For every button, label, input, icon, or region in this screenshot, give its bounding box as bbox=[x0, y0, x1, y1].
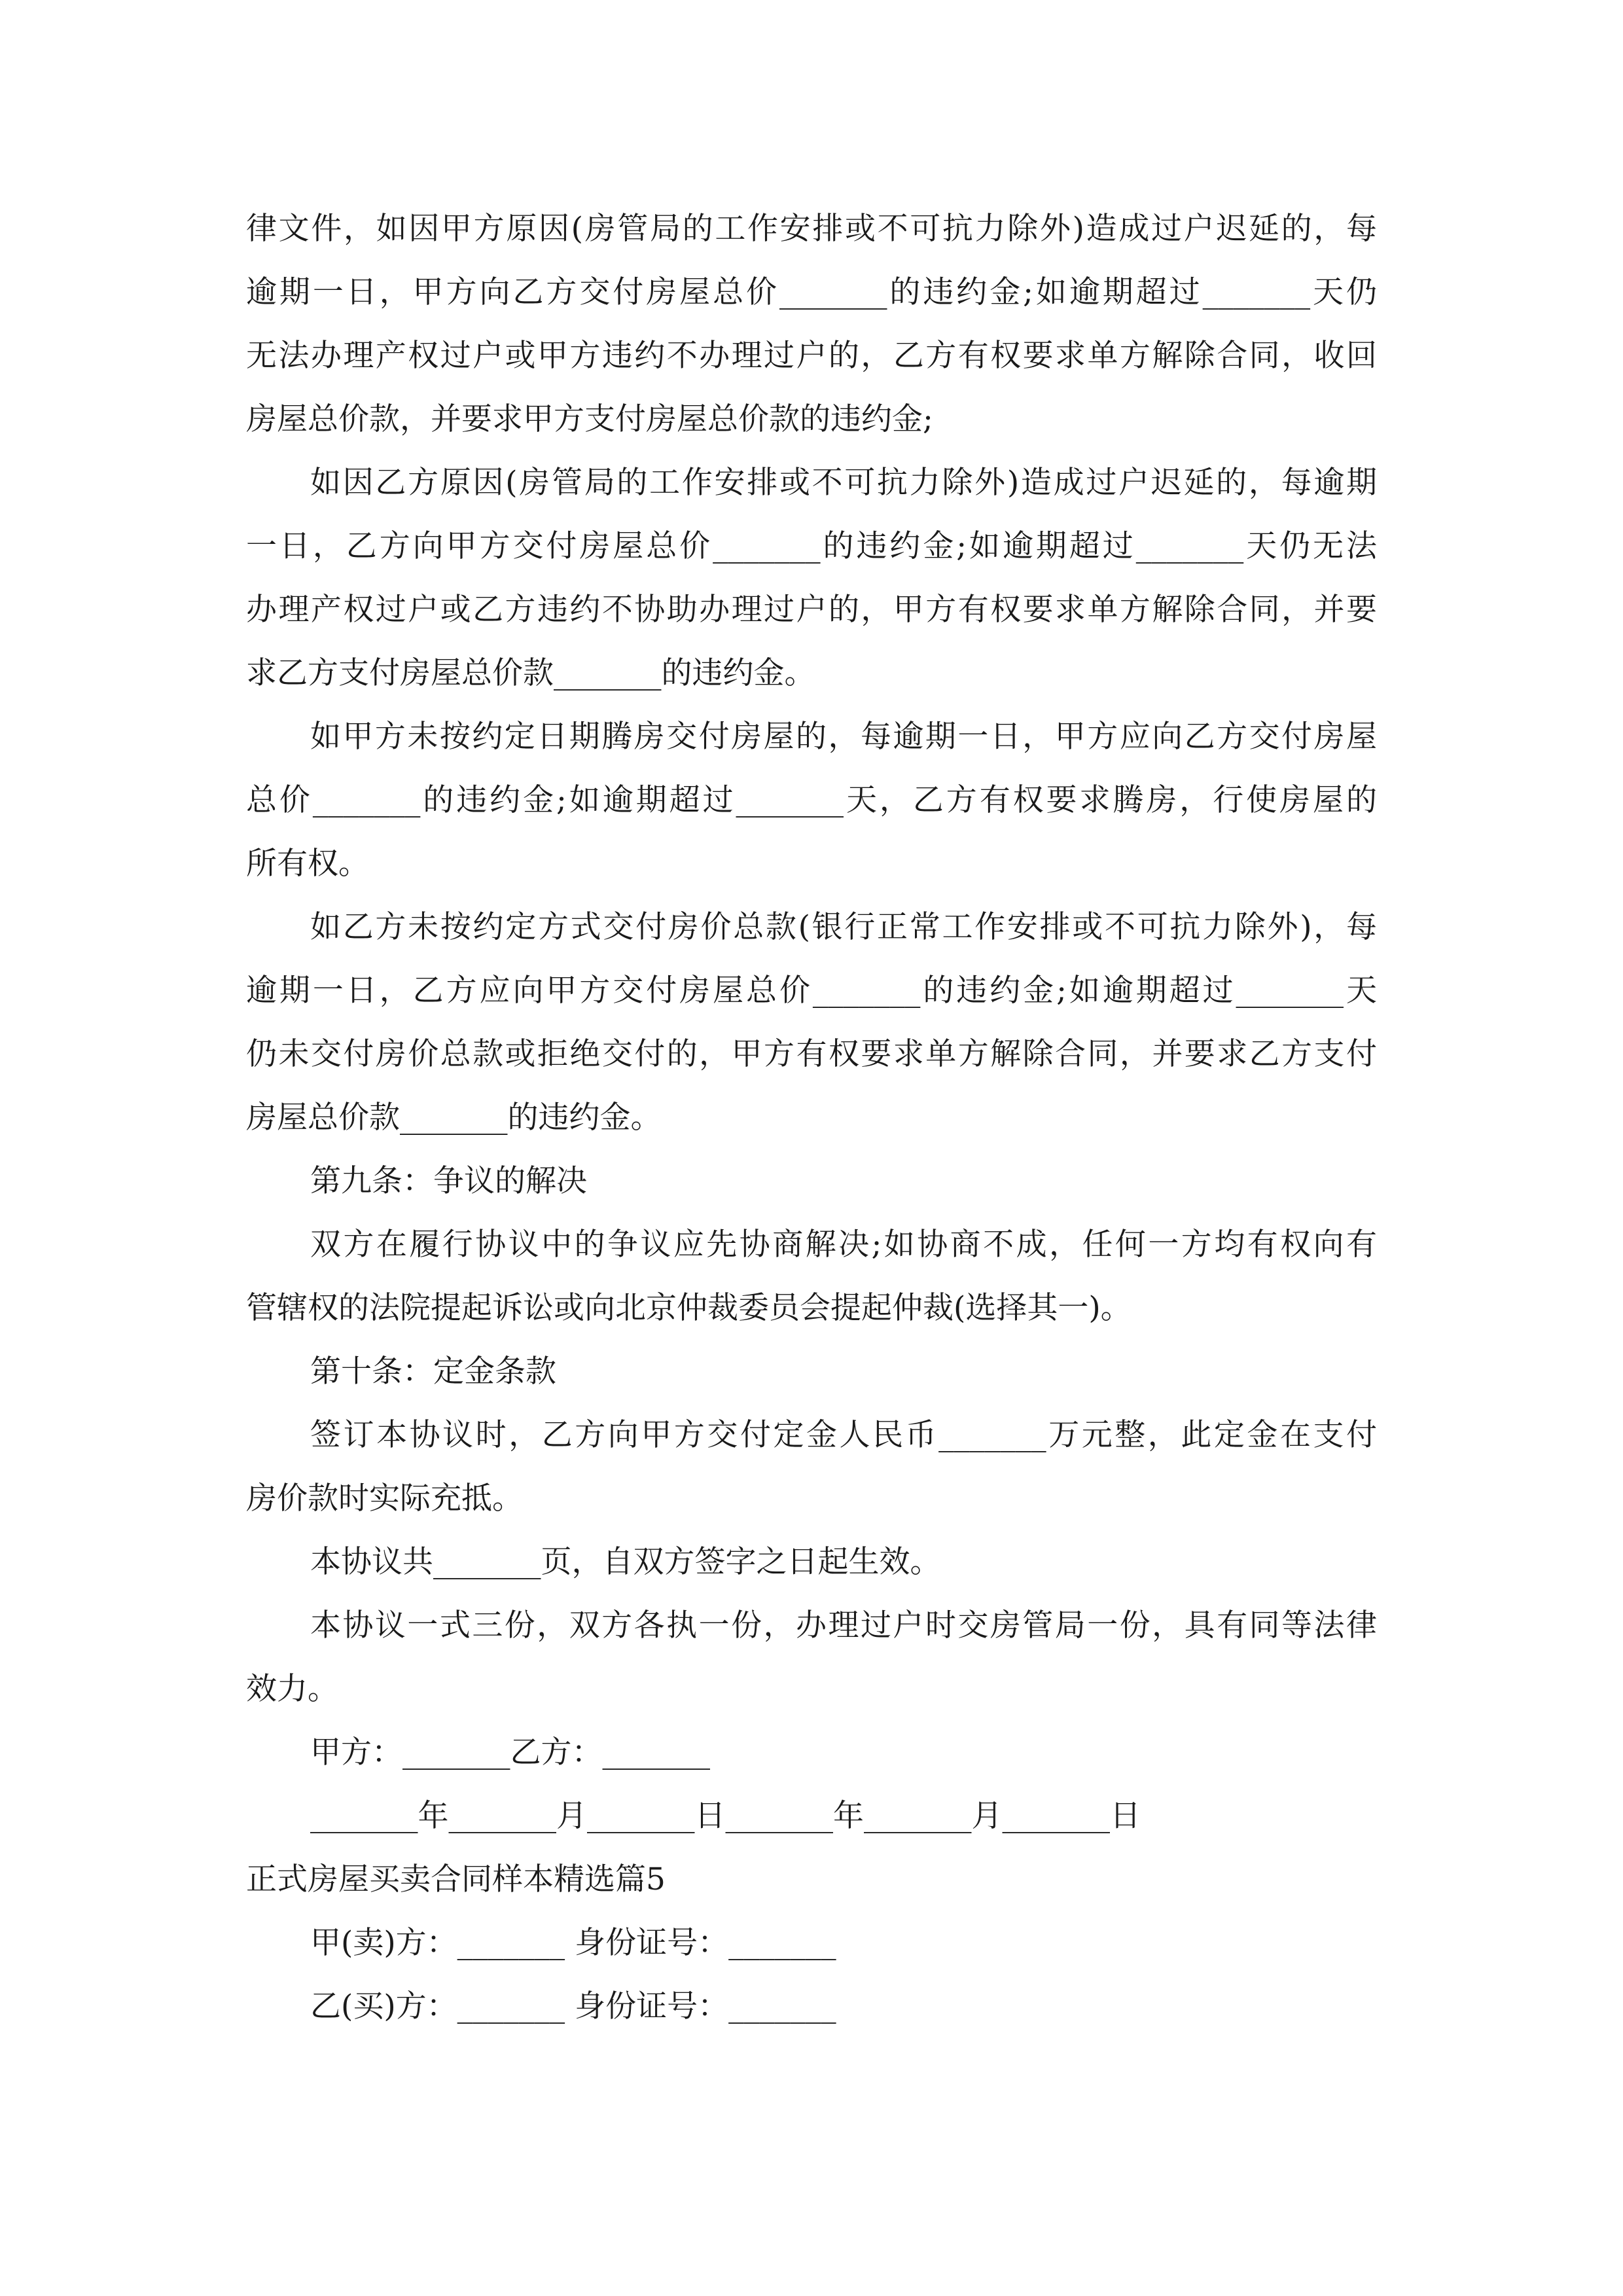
buyer-info-line: 乙(买)方：_______ 身份证号：_______ bbox=[310, 1988, 836, 2024]
paragraph-line: 管辖权的法院提起诉讼或向北京仲裁委员会提起仲裁(选择其一)。 bbox=[246, 1290, 1132, 1326]
paragraph-line: 律文件，如因甲方原因(房管局的工作安排或不可抗力除外)造成过户迟延的，每 bbox=[246, 211, 1377, 247]
paragraph-line: 双方在履行协议中的争议应先协商解决;如协商不成，任何一方均有权向有 bbox=[310, 1227, 1377, 1263]
paragraph-line: 如甲方未按约定日期腾房交付房屋的，每逾期一日，甲方应向乙方交付房屋 bbox=[310, 719, 1377, 755]
paragraph-line: 求乙方支付房屋总价款_______的违约金。 bbox=[246, 655, 815, 691]
paragraph-line: 房屋总价款，并要求甲方支付房屋总价款的违约金; bbox=[246, 401, 933, 437]
paragraph-line: 签订本协议时，乙方向甲方交付定金人民币_______万元整，此定金在支付 bbox=[310, 1417, 1377, 1453]
date-line: _______年_______月_______日_______年_______月_______日 bbox=[310, 1798, 1141, 1834]
paragraph-line: 逾期一日，甲方向乙方交付房屋总价_______的违约金;如逾期超过_______天仍 bbox=[246, 274, 1377, 310]
paragraph-line: 无法办理产权过户或甲方违约不办理过户的，乙方有权要求单方解除合同，收回 bbox=[246, 338, 1377, 374]
seller-info-line: 甲(卖)方：_______ 身份证号：_______ bbox=[310, 1925, 836, 1961]
paragraph-line: 仍未交付房价总款或拒绝交付的，甲方有权要求单方解除合同，并要求乙方支付 bbox=[246, 1036, 1377, 1072]
section-title: 正式房屋买卖合同样本精选篇5 bbox=[246, 1861, 666, 1897]
section-heading: 第九条：争议的解决 bbox=[310, 1163, 587, 1199]
paragraph-line: 总价_______的违约金;如逾期超过_______天，乙方有权要求腾房，行使房屋的 bbox=[246, 782, 1377, 818]
paragraph-line: 逾期一日，乙方应向甲方交付房屋总价_______的违约金;如逾期超过_______天 bbox=[246, 973, 1377, 1009]
paragraph-line: 一日，乙方向甲方交付房屋总价_______的违约金;如逾期超过_______天仍无法 bbox=[246, 528, 1377, 564]
paragraph-line: 房价款时实际充抵。 bbox=[246, 1480, 523, 1516]
paragraph-line: 如乙方未按约定方式交付房价总款(银行正常工作安排或不可抗力除外)，每 bbox=[310, 909, 1377, 945]
paragraph-line: 办理产权过户或乙方违约不协助办理过户的，甲方有权要求单方解除合同，并要 bbox=[246, 592, 1377, 628]
paragraph-line: 本协议共_______页，自双方签字之日起生效。 bbox=[310, 1544, 941, 1580]
paragraph-line: 本协议一式三份，双方各执一份，办理过户时交房管局一份，具有同等法律 bbox=[310, 1607, 1377, 1643]
paragraph-line: 效力。 bbox=[246, 1671, 338, 1707]
paragraph-line: 如因乙方原因(房管局的工作安排或不可抗力除外)造成过户迟延的，每逾期 bbox=[310, 465, 1377, 501]
paragraph-line: 所有权。 bbox=[246, 846, 369, 882]
signature-line: 甲方：_______乙方：_______ bbox=[310, 1734, 710, 1770]
section-heading: 第十条：定金条款 bbox=[310, 1354, 556, 1390]
paragraph-line: 房屋总价款_______的违约金。 bbox=[246, 1100, 662, 1136]
